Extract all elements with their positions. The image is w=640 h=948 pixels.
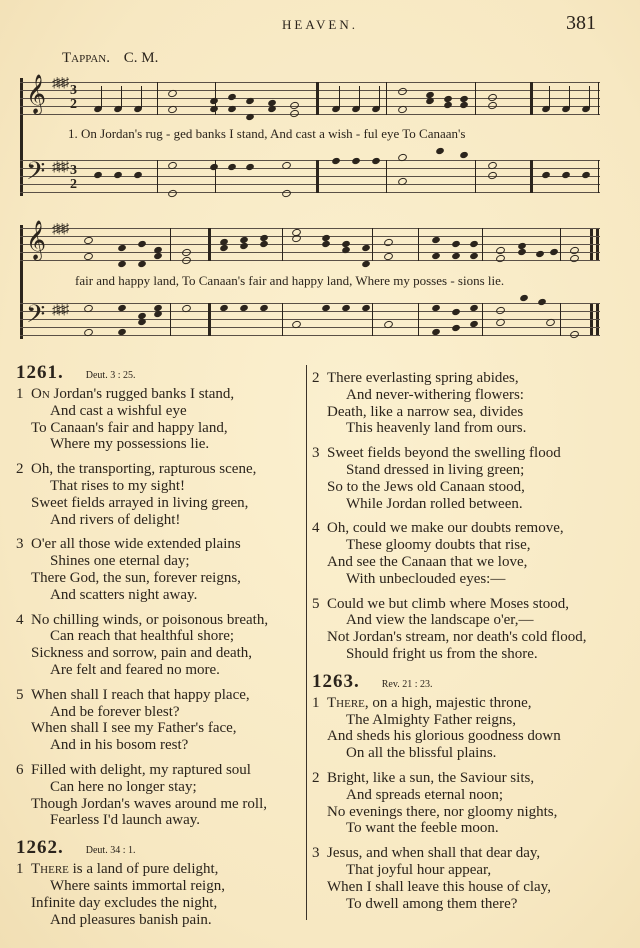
stanza: 1 On Jordan's rugged banks I stand, And cast a wishful eye To Canaan's fair and happy land, Where my possessions lie. xyxy=(16,386,235,453)
treble-clef-icon: 𝄞 xyxy=(26,222,47,259)
bass-clef-icon: 𝄢 xyxy=(26,301,46,334)
right-column xyxy=(312,370,632,920)
hymn-1261-heading xyxy=(16,362,301,384)
stanza: 2 Oh, the transporting, rapturous scene, That rises to my sight! Sweet fields arrayed in living green, And rivers of delight! xyxy=(16,461,257,528)
bass-clef-icon: 𝄢 xyxy=(26,158,46,191)
music-system-1 xyxy=(20,78,600,198)
stanza: 3 O'er all those wide extended plains Shines one eternal day; There God, the sun, forever reigns, And scatters night away. xyxy=(16,536,241,603)
page-number: 381 xyxy=(566,12,596,34)
key-signature: ♯♯♯ xyxy=(52,160,67,175)
music-system-2 xyxy=(20,222,600,345)
bass-staff xyxy=(20,303,600,337)
stanza: 1 There is a land of pure delight, Where saints immortal reign, Infinite day excludes the night, And pleasures banish pain. xyxy=(16,861,225,928)
stanza: 3 Jesus, and when shall that dear day, That joyful hour appear, When I shall leave this house of clay, To dwell among them there? xyxy=(312,845,551,912)
treble-staff xyxy=(20,222,600,262)
key-signature: ♯♯♯ xyxy=(52,222,67,237)
stanza: 6 Filled with delight, my raptured soul Can here no longer stay; Though Jordan's waves around me roll, Fearless I'd launch away. xyxy=(16,761,267,829)
tune-title xyxy=(62,50,158,67)
treble-staff xyxy=(20,76,600,116)
stanza: 3 Sweet fields beyond the swelling flood Stand dressed in living green; So to the Jews old Canaan stood, While Jordan rolled between. xyxy=(312,445,561,512)
left-column xyxy=(16,362,301,936)
scripture-reference: Rev. 21 : 23. xyxy=(381,678,433,690)
running-head: HEAVEN. xyxy=(281,17,358,32)
treble-clef-icon: 𝄞 xyxy=(26,76,47,113)
column-divider xyxy=(306,365,307,920)
lyrics-line-2: fair and happy land, To Canaan's fair and happy land, Where my posses - sions lie. xyxy=(75,273,505,288)
hymn-number: 1261. xyxy=(16,362,64,383)
stanza: 5 When shall I reach that happy place, And be forever blest? When shall I see my Father's face, And in his bosom rest? xyxy=(16,686,250,754)
time-signature: 3 2 xyxy=(70,163,77,192)
stanza: 2 Bright, like a sun, the Saviour sits, And spreads eternal noon; No evenings there, nor gloomy nights, To want the feeble moon. xyxy=(312,769,558,837)
hymn-1262-heading xyxy=(16,837,301,859)
stanza: 5 Could we but climb where Moses stood, And view the landscape o'er,— Not Jordan's stream, nor death's cold flood, Should fright us from the shore. xyxy=(312,595,587,662)
stanza: 2 There everlasting spring abides, And never-withering flowers: Death, like a narrow sea, divides This heavenly land from ours. xyxy=(312,370,527,437)
hymn-1263-heading xyxy=(312,671,632,693)
hymn-number: 1262. xyxy=(16,837,64,859)
stanza: 1 There, on a high, majestic throne, The Almighty Father reigns, And sheds his glorious goodness down On all the blissful plains. xyxy=(312,694,561,762)
key-signature: ♯♯♯ xyxy=(52,76,67,91)
scripture-reference: Deut. 34 : 1. xyxy=(85,845,136,857)
hymn-number: 1263. xyxy=(312,670,360,692)
time-signature: 3 2 xyxy=(70,83,77,112)
tune-meter: C. M. xyxy=(123,50,159,66)
key-signature: ♯♯♯ xyxy=(52,303,67,318)
scripture-reference: Deut. 3 : 25. xyxy=(85,370,136,381)
stanza: 4 No chilling winds, or poisonous breath, Can reach that healthful shore; Sickness and sorrow, pain and death, Are felt and feared no more. xyxy=(16,611,269,678)
stanza: 4 Oh, could we make our doubts remove, These gloomy doubts that rise, And see the Canaan that we love, With unbeclouded eyes:— xyxy=(312,520,564,587)
lyrics-line-1: 1. On Jordan's rug - ged banks I stand, And cast a wish - ful eye To Canaan's xyxy=(68,126,466,141)
tune-name: Tappan. xyxy=(62,50,110,66)
bass-staff xyxy=(20,160,600,194)
